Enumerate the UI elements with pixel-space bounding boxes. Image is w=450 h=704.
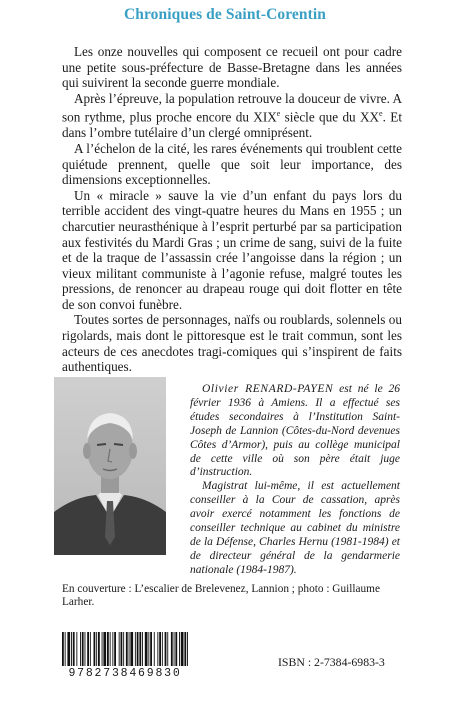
barcode-bar: [62, 632, 64, 666]
blurb-paragraph: Toutes sortes de personnages, naïfs ou roublards, solennels ou rigolards, mais dont le pittoresque est le trait commun, sont les acteurs de ces anecdotes tragi-comiques qui s’inspirent de faits authentiques.: [62, 312, 402, 375]
bio-paragraph: Magistrat lui-même, il est actuellement conseiller à la Cour de cassation, après avoir exercé notamment les fonctions de conseiller technique au cabinet du ministre de la Défense, Charles Hernu (1981-1984) et de directeur général de la gendarmerie nationale (1984-1987).: [190, 480, 400, 576]
barcode-bar: [175, 632, 177, 666]
barcode-bar: [90, 632, 91, 666]
barcode-bar: [123, 632, 124, 666]
barcode-bar: [73, 632, 75, 666]
barcode-bar: [94, 632, 96, 666]
author-portrait: [54, 377, 166, 555]
book-title: Chroniques de Saint-Corentin: [123, 6, 327, 23]
barcode-bar: [103, 632, 106, 666]
barcode-bar: [112, 632, 113, 666]
barcode-bar: [145, 632, 148, 666]
barcode-bar: [142, 632, 143, 666]
barcode-bar: [67, 632, 70, 666]
blurb-paragraph: Après l’épreuve, la population retrouve la douceur de vivre. A son rythme, plus proche encore du XIXe siècle que du XXe. Et dans l’ombre tutélaire d’un clergé omniprésent.: [62, 90, 402, 141]
barcode-bar: [135, 632, 136, 666]
blurb-paragraph: Les onze nouvelles qui composent ce recueil ont pour cadre une petite sous-préfecture de Basse-Bretagne dans les années qui suivirent la seconde guerre mondiale.: [62, 44, 402, 91]
barcode-bar: [137, 632, 139, 666]
barcode-number: 9782738469830: [68, 667, 182, 680]
bio-paragraph: Olivier RENARD-PAYEN est né le 26 février 1936 à Amiens. Il a effectué ses études secondaires à l’Institution Saint-Joseph de Lannion (Côtes-du-Nord devenues Côtes d’Armor), puis au collège municipal de cette ville où son père était juge d’instruction.: [190, 383, 400, 479]
barcode: [60, 632, 190, 698]
author-bio: [190, 383, 400, 578]
author-photo: [54, 377, 166, 555]
blurb-paragraph: A l’échelon de la cité, les rares événements qui troublent cette quiétude prennent, quelle que soit leur importance, des dimensions exceptionnelles.: [62, 140, 402, 188]
barcode-bar: [179, 632, 180, 666]
barcode-bar: [76, 632, 77, 666]
barcode-bar: [187, 632, 188, 666]
barcode-bar: [85, 632, 86, 666]
blurb-paragraph: Un « miracle » sauve la vie d’un enfant du pays lors du terrible accident des vingt-quatre heures du Mans en 1955 ; un charcutier neurasthénique à l’esprit perturbé par sa participation aux festivités du Mardi Gras ; un crime de sang, suivi de la fuite et de la traque de l’assassin crée l’angoisse dans la région ; un vieux militant communiste à l’agonie refuse, malgré toutes les pressions, de renoncer au drapeau rouge qui doit flotter en tête de son convoi funèbre.: [62, 187, 402, 312]
barcode-bar: [121, 632, 123, 666]
barcode-bar: [114, 632, 116, 666]
cover-credit: En couverture : L’escalier de Brelevenez, Lannion ; photo : Guillaume Larher.: [62, 583, 380, 608]
barcode-bar: [162, 632, 163, 666]
barcode-bar: [184, 632, 186, 666]
barcode-bar: [165, 632, 167, 666]
barcode-bar: [107, 632, 109, 666]
barcode-bar: [148, 632, 149, 666]
barcode-bar: [171, 632, 173, 666]
barcode-bar: [130, 632, 133, 666]
isbn: ISBN : 2-7384-6983-3: [278, 655, 385, 669]
barcode-bar: [150, 632, 152, 666]
barcode-bar: [96, 632, 97, 666]
barcode-bar: [129, 632, 130, 666]
barcode-bar: [154, 632, 155, 666]
barcode-bar: [65, 632, 66, 666]
barcode-bar: [181, 632, 184, 666]
barcode-bar: [157, 632, 158, 666]
barcode-bar: [159, 632, 161, 666]
barcode-bar: [174, 632, 175, 666]
barcode-bar: [82, 632, 84, 666]
barcode-bar: [98, 632, 100, 666]
barcode-bar: [80, 632, 81, 666]
author-name: Olivier RENARD-PAYEN: [202, 383, 334, 395]
barcode-bar: [102, 632, 103, 666]
barcode-bar: [71, 632, 72, 666]
barcode-bar: [126, 632, 128, 666]
barcode-bar: [110, 632, 111, 666]
barcode-bar: [139, 632, 141, 666]
barcode-bar: [167, 632, 168, 666]
barcode-bar: [119, 632, 120, 666]
blurb: [62, 44, 402, 375]
barcode-bar: [87, 632, 89, 666]
